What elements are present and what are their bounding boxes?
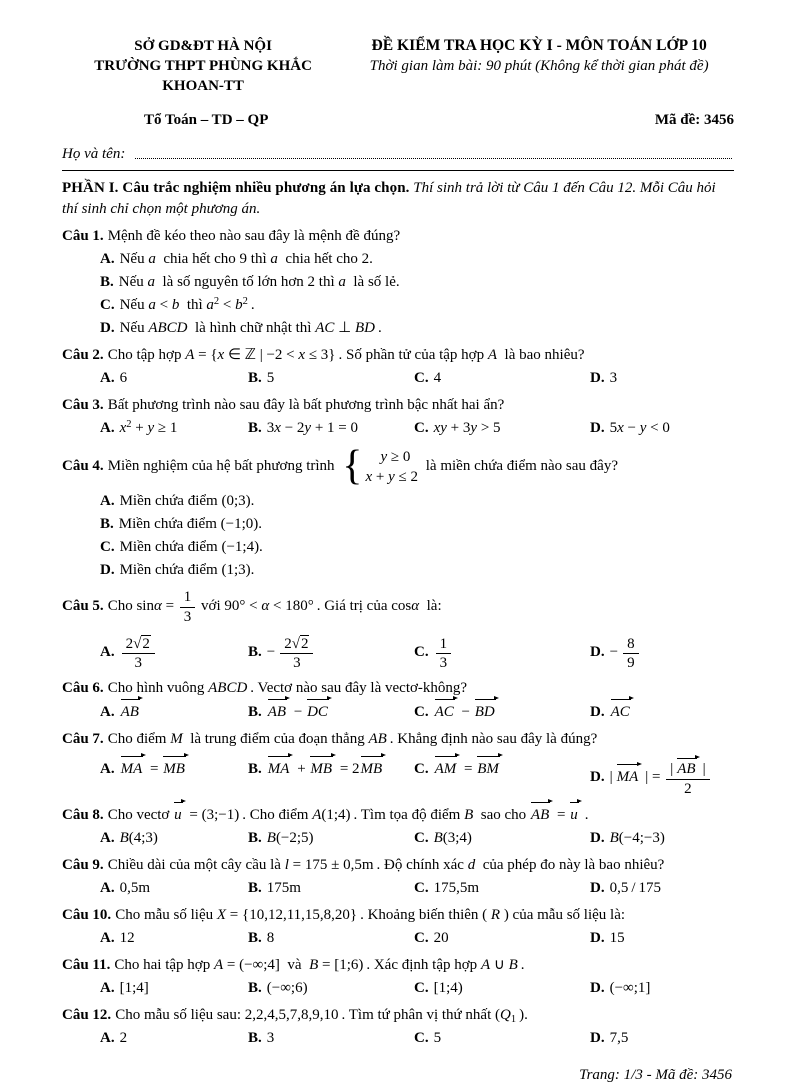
question <box>62 905 734 949</box>
exam-duration: Thời gian làm bài: 90 phút (Không kể thời gian phát đề) <box>369 58 709 74</box>
question <box>62 345 734 389</box>
question-text: Cho mẫu số liệu X = {10,12,11,15,8,20} . Khoảng biến thiên ( R ) của mẫu số liệu là: <box>115 906 626 923</box>
option-b: B. AB − DC <box>248 701 414 723</box>
question-stem <box>62 905 734 926</box>
option-d: D. Nếu ABCD là hình chữ nhật thì AC ⊥ BD . <box>100 320 382 336</box>
question <box>62 395 734 439</box>
question-number: Câu 9. <box>62 856 104 873</box>
option-c: C. Nếu a < b thì $a^2 < b^2$ . <box>100 296 255 313</box>
question-number: Câu 6. <box>62 680 104 697</box>
separator-line <box>62 170 734 171</box>
question-number: Câu 8. <box>62 806 104 823</box>
option-b: B. 5 <box>248 370 275 386</box>
question-options <box>62 491 734 581</box>
question-options <box>62 418 734 439</box>
subject-group-row <box>62 112 734 129</box>
option-d: D. 0,5 / 175 <box>590 879 662 896</box>
option-a: A. MA = MB <box>100 758 248 798</box>
option-a: A. B(4;3) <box>100 829 158 846</box>
question <box>62 804 734 849</box>
option-d: D. 15 <box>590 929 625 946</box>
question-number: Câu 2. <box>62 347 104 363</box>
option-b: B. − $\frac{2√2}{3}$ <box>248 634 414 673</box>
option-b: B. Miền chứa điểm (−1;0). <box>100 516 262 532</box>
option-d: D. (−∞;1] <box>590 979 651 996</box>
option-c: C. xy + 3y > 5 <box>414 420 501 436</box>
option-c: C. [1;4) <box>414 979 463 996</box>
question <box>62 729 734 798</box>
question-stem <box>62 395 734 416</box>
student-name-row <box>62 146 734 163</box>
option-d: D. B(−4;−3) <box>590 829 665 846</box>
question-options <box>62 634 734 673</box>
exam-code: Mã đề: 3456 <box>654 112 734 128</box>
option-c: C. $\frac{1}{3}$ <box>414 634 590 673</box>
option-a: A. $\frac{2√2}{3}$ <box>100 634 248 673</box>
name-label: Họ và tên: <box>62 146 126 162</box>
question-stem <box>62 445 734 489</box>
question-options <box>62 249 734 339</box>
question-text: Cho vectơ u = (3;−1) . Cho điểm A(1;4) . Tìm tọa độ điểm B sao cho AB = u . <box>108 807 589 823</box>
option-b: B. 3x − 2y + 1 = 0 <box>248 420 358 436</box>
option-a: A. [1;4] <box>100 979 149 996</box>
option-b: B. MA + MB = 2MB <box>248 758 414 798</box>
option-a: A. Miền chứa điểm (0;3). <box>100 493 255 509</box>
option-a: A. 0,5m <box>100 879 151 896</box>
option-b: B. Nếu a là số nguyên tố lớn hơn 2 thì a là số lẻ. <box>100 274 400 290</box>
option-c: C. 20 <box>414 929 449 946</box>
question-number: Câu 4. <box>62 458 104 475</box>
header-left-block <box>62 36 344 96</box>
question-stem <box>62 955 734 976</box>
question-text: Bất phương trình nào sau đây là bất phương trình bậc nhất hai ẩn? <box>107 397 505 413</box>
option-d: D. 3 <box>590 370 618 386</box>
part1-heading <box>62 178 734 220</box>
question-number: Câu 7. <box>62 731 104 748</box>
part1-title: PHẦN I. Câu trắc nghiệm nhiều phương án lựa chọn. <box>62 180 410 196</box>
option-b: B. B(−2;5) <box>248 829 314 846</box>
page-footer: Trang: 1/3 - Mã đề: 3456 <box>579 1066 732 1083</box>
option-c: C. AC − BD <box>414 701 590 723</box>
question <box>62 678 734 723</box>
option-a: A. 12 <box>100 929 135 946</box>
option-c: C. Miền chứa điểm (−1;4). <box>100 539 263 555</box>
exam-header <box>62 36 734 96</box>
question-number: Câu 3. <box>62 397 104 413</box>
option-b: B. (−∞;6) <box>248 979 308 996</box>
question-number: Câu 1. <box>62 228 104 244</box>
question-stem <box>62 345 734 366</box>
option-d: D. Miền chứa điểm (1;3). <box>100 562 255 578</box>
option-a: A. 6 <box>100 370 128 386</box>
option-a: A. 2 <box>100 1029 128 1046</box>
subject-group: Tổ Toán – TD – QP <box>144 112 269 128</box>
question-text: Mệnh đề kéo theo nào sau đây là mệnh đề đúng? <box>107 228 401 244</box>
option-b: B. 3 <box>248 1029 275 1046</box>
part1-note: Thí sinh trả lời từ Câu 1 đến Câu 12. Mỗi Câu hỏi thí sinh chỉ chọn một phương án. <box>62 180 716 217</box>
question-options <box>62 828 734 849</box>
question-number: Câu 10. <box>62 906 112 923</box>
option-a: A. Nếu a chia hết cho 9 thì a chia hết cho 2. <box>100 251 373 267</box>
header-right-block <box>344 36 734 96</box>
question <box>62 1005 734 1049</box>
question <box>62 445 734 581</box>
option-c: C. AM = BM <box>414 758 590 798</box>
question <box>62 587 734 672</box>
question-options <box>62 368 734 389</box>
question-text: Miền nghiệm của hệ bất phương trình { y ≥ 0 x + y ≤ 2 là miền chứa điểm nào sau đây? <box>107 443 618 490</box>
question-text: Cho hai tập hợp A = (−∞;4] và B = [1;6) . Xác định tập hợp A ∪ B . <box>114 956 525 973</box>
question-stem <box>62 1005 734 1026</box>
question-text: Cho tập hợp A = {x ∈ ℤ | −2 < x ≤ 3} . Số phần tử của tập hợp A là bao nhiêu? <box>107 347 585 363</box>
question-text: Cho mẫu số liệu sau: 2,2,4,5,7,8,9,10 . Tìm tứ phân vị thứ nhất ($Q_1$ ). <box>115 1006 528 1025</box>
option-d: D. 7,5 <box>590 1029 629 1046</box>
option-d: D. 5x − y < 0 <box>590 420 670 436</box>
question <box>62 226 734 339</box>
question-stem <box>62 729 734 750</box>
option-d: D. | MA | = $\frac{| AB |}{2}$ <box>590 758 734 798</box>
option-c: C. 5 <box>414 1029 442 1046</box>
question-options <box>62 1028 734 1049</box>
question-options <box>62 701 734 723</box>
option-b: B. 175m <box>248 879 301 896</box>
question-options <box>62 978 734 999</box>
question-stem <box>62 587 734 626</box>
school-name: TRƯỜNG THPT PHÙNG KHẮC KHOAN-TT <box>94 58 312 94</box>
option-a: A. $x^2 + y \ge 1$ <box>100 419 178 436</box>
question-text: Cho sinα = $\frac{1}{3}$ với 90° < α < 180° . Giá trị của cosα là: <box>107 589 442 625</box>
option-d: D. AC <box>590 701 734 723</box>
question-options <box>62 928 734 949</box>
department-name: SỞ GD&ĐT HÀ NỘI <box>134 38 272 54</box>
option-c: C. 175,5m <box>414 879 480 896</box>
option-c: C. 4 <box>414 370 442 386</box>
questions <box>62 226 734 1049</box>
option-a: A. AB <box>100 701 248 723</box>
question <box>62 955 734 999</box>
option-d: D. − $\frac{8}{9}$ <box>590 634 734 673</box>
question-options <box>62 758 734 798</box>
question-number: Câu 11. <box>62 956 111 973</box>
question-number: Câu 12. <box>62 1006 112 1023</box>
question-number: Câu 5. <box>62 597 104 614</box>
question-stem <box>62 855 734 876</box>
question-options <box>62 878 734 899</box>
question-stem <box>62 226 734 247</box>
name-fill-line <box>135 158 732 159</box>
question-text: Cho điểm M là trung điểm của đoạn thẳng AB . Khẳng định nào sau đây là đúng? <box>107 731 598 748</box>
exam-title: ĐỀ KIỂM TRA HỌC KỲ I - MÔN TOÁN LỚP 10 <box>371 37 707 54</box>
option-b: B. 8 <box>248 929 275 946</box>
question <box>62 855 734 899</box>
question-text: Chiều dài của một cây cầu là l = 175 ± 0,5m . Độ chính xác d của phép đo này là bao nhiêu? <box>107 856 665 873</box>
question-stem <box>62 804 734 826</box>
option-c: C. B(3;4) <box>414 829 472 846</box>
question-text: Cho hình vuông ABCD . Vectơ nào sau đây là vectơ-không? <box>107 680 468 697</box>
